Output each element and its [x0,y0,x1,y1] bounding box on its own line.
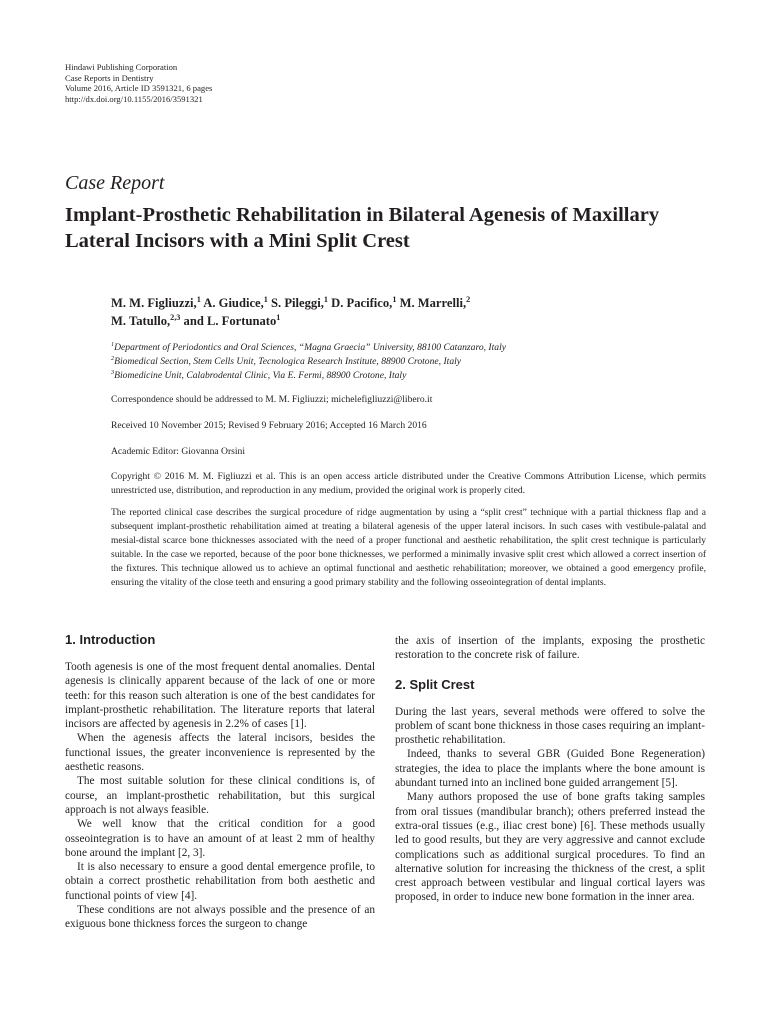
affiliation: $^1$Department of Periodontics and Oral Sciences, “Magna Graecia” University, 88100 Catanzaro, Italy [111,340,507,353]
author: A. Giudice,$^1$ [203,294,268,310]
paragraph: Indeed, thanks to several GBR (Guided Bone Regeneration) strategies, the idea to place the implants where the bone amount is abundant turned into an inclined bone guided arrangement [5]. [395,748,705,790]
article-dates: Received 10 November 2015; Revised 9 February 2016; Accepted 16 March 2016 [111,420,427,431]
copyright-notice: Copyright © 2016 M. M. Figliuzzi et al. This is an open access article distributed under the Creative Commons Attribution License, which permits unrestricted use, distribution, and reproduction in any medium, provided the original work is properly cited. [111,471,706,496]
correspondence: Correspondence should be addressed to M. M. Figliuzzi; michelefigliuzzi@libero.it [111,394,433,405]
author: M. Tatullo,$^{2,3}$ [111,312,181,328]
section-heading-split-crest: 2. Split Crest [395,676,475,692]
author: D. Pacifico,$^1$ [331,294,397,310]
paragraph: The most suitable solution for these clinical conditions is, of course, an implant-prosthetic rehabilitation, but this surgical approach is not always feasible. [65,775,375,816]
affiliation: $^2$Biomedical Section, Stem Cells Unit, Tecnologica Research Institute, 88900 Crotone, Italy [111,354,462,367]
abstract: The reported clinical case describes the surgical procedure of ridge augmentation by using a “split crest” technique with a partial thickness flap and a subsequent implant-prosthetic rehabilitation aimed at treating a bilateral agenesis of the upper lateral incisors. In such cases with vestibule-palatal and mesial-distal scarce bone thicknesses associated with the need of a proper functional and aesthetic rehabilitation, the split crest technique is particularly suitable. In the case we reported, because of the poor bone thicknesses, we performed a minimally invasive split crest which allowed a correct insertion of the fixtures. This technique allowed us to achieve an optimal functional and aesthetic rehabilitation; moreover, we obtained a good emergency profile, ensuring the vitality of the close teeth and ensuring a good primary stability and the following osseointegration of dental implants. [111,508,706,589]
paragraph: These conditions are not always possible and the presence of an exiguous bone thickness forces the surgeon to change [65,904,375,931]
right-column [395,634,705,905]
left-column [65,632,375,932]
paragraph: It is also necessary to ensure a good dental emergence profile, to obtain a correct prosthetic rehabilitation from both aesthetic and functional points of view [4]. [65,861,375,902]
doi-link[interactable]: http://dx.doi.org/10.1155/2016/3591321 [65,93,203,104]
article-title: Implant-Prosthetic Rehabilitation in Bilateral Agenesis of Maxillary Lateral Incisors with a Mini Split Crest [65,204,660,252]
author-list [111,294,631,330]
paragraph: When the agenesis affects the lateral incisors, besides the functional issues, the greater inconvenience is represented by the aesthetic reasons. [65,732,375,774]
journal-header [65,62,212,104]
paragraph: During the last years, several methods were offered to solve the problem of scant bone thickness in those cases requiring an implant-prosthetic rehabilitation. [395,705,705,747]
paragraph: Many authors proposed the use of bone grafts taking samples from oral tissues (mandibular branch); others preferred instead the extra-oral tissues (e.g., iliac crest bone) [6]. These methods usually led to good results, but they are very aggressive and cannot exclude complications such as additional surgical procedures. To find an alternative solution for increasing the thickness of the crest, a split crest approach between vestibular and lingual cortical layers was proposed, in order to induce new bone formation in the inner area. [395,791,705,904]
affiliations [111,341,706,383]
paragraph: We well know that the critical condition for a good osseointegration is to have an amount of at least 2 mm of healthy bone around the implant [2, 3]. [65,818,375,859]
article-type: Case Report [65,172,165,194]
section-heading-introduction: 1. Introduction [65,632,156,647]
author: M. Marrelli,$^2$ [399,294,471,310]
author: S. Pileggi,$^1$ [271,294,328,310]
volume-line: Volume 2016, Article ID 3591321, 6 pages [65,83,213,94]
paragraph: Tooth agenesis is one of the most frequent dental anomalies. Dental agenesis is clinically apparent because of the lack of one or more teeth: for this reason such alteration is one of the best candidates for implant-prosthetic rehabilitation. The literature reports that lateral incisors are affected by agenesis in 2.2% of cases [1]. [65,661,375,731]
affiliation: $^3$Biomedicine Unit, Calabrodental Clinic, Via E. Fermi, 88900 Crotone, Italy [111,368,407,381]
journal-line: Case Reports in Dentistry [65,72,154,83]
paragraph: the axis of insertion of the implants, exposing the prosthetic restoration to the concrete risk of failure. [395,635,705,662]
publisher-line: Hindawi Publishing Corporation [65,62,178,72]
academic-editor: Academic Editor: Giovanna Orsini [111,446,246,457]
author: M. M. Figliuzzi,$^1$ [111,294,201,310]
author: and L. Fortunato$^1$ [183,312,281,328]
